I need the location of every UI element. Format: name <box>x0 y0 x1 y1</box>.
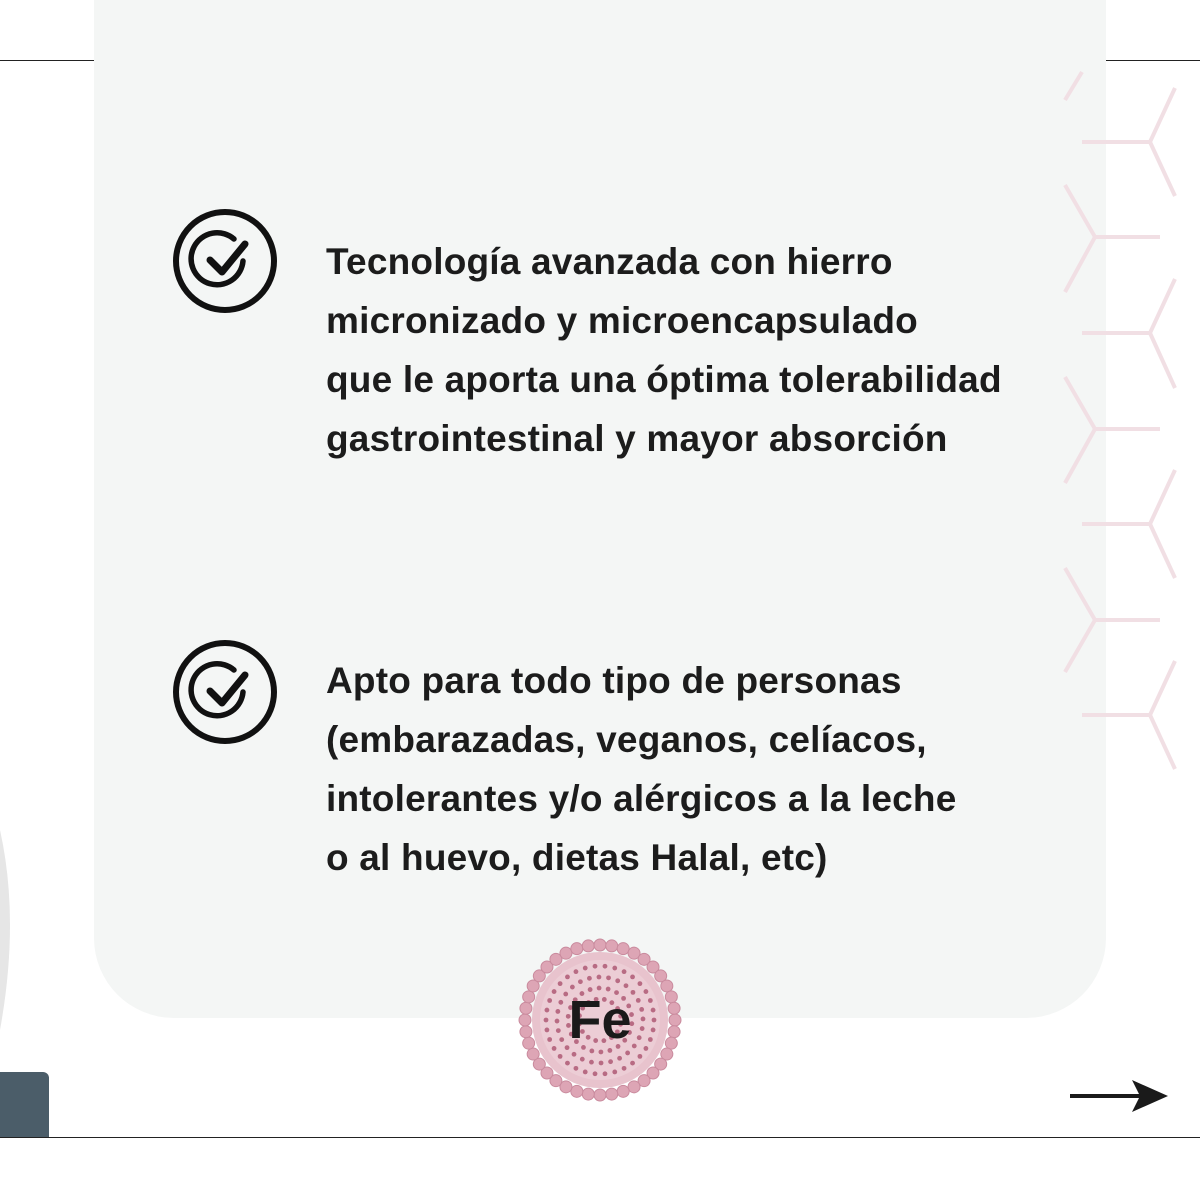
feature-text-suitability <box>326 651 1086 887</box>
decorative-curve <box>0 830 20 1030</box>
check-circle-icon <box>172 639 278 745</box>
bottom-divider <box>0 1137 1200 1138</box>
feature-line: Tecnología avanzada con hierro <box>326 241 893 282</box>
feature-line: intolerantes y/o alérgicos a la leche <box>326 778 957 819</box>
feature-line: gastrointestinal y mayor absorción <box>326 418 948 459</box>
feature-line: o al huevo, dietas Halal, etc) <box>326 837 828 878</box>
badge-symbol: Fe <box>568 990 632 1050</box>
side-tab[interactable] <box>0 1072 49 1138</box>
arrow-right-icon[interactable] <box>1068 1076 1172 1116</box>
feature-text-technology <box>326 232 1086 468</box>
check-circle-icon <box>172 208 278 314</box>
feature-line: que le aporta una óptima tolerabilidad <box>326 359 1002 400</box>
feature-line: (embarazadas, veganos, celíacos, <box>326 719 927 760</box>
feature-line: micronizado y microencapsulado <box>326 300 918 341</box>
feature-line: Apto para todo tipo de personas <box>326 660 902 701</box>
iron-microcapsule-icon <box>514 934 686 1106</box>
